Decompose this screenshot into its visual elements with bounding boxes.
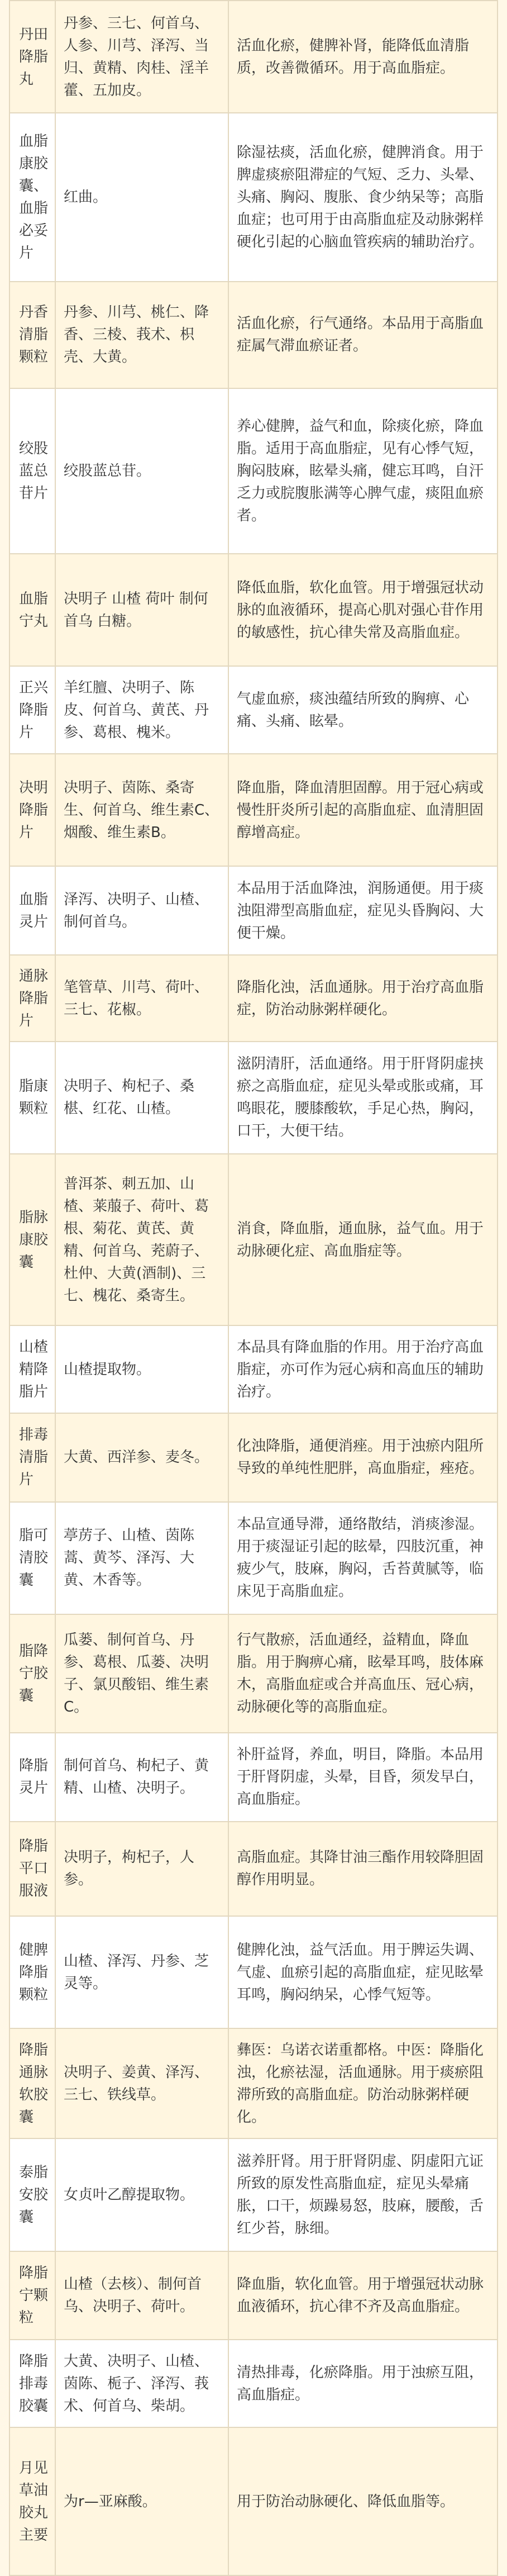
medicine-name-cell: 正兴降脂片 xyxy=(9,666,55,754)
table-row xyxy=(9,282,498,388)
medicine-name-cell: 血脂灵片 xyxy=(9,866,55,955)
table-row xyxy=(9,1325,498,1413)
ingredients-cell: 丹参、川芎、桃仁、降香、三棱、莪术、枳壳、大黄。 xyxy=(55,282,228,388)
ingredients-cell: 红曲。 xyxy=(55,113,228,282)
medicine-name-cell: 脂脉康胶囊 xyxy=(9,1154,55,1325)
function-cell: 降血脂，软化血管。用于增强冠状动脉血液循环，抗心律不齐及高血脂症。 xyxy=(228,2251,498,2340)
table-row xyxy=(9,1614,498,1733)
ingredients-cell: 泽泻、决明子、山楂、制何首乌。 xyxy=(55,866,228,955)
table-row xyxy=(9,955,498,1042)
medicine-name-cell: 通脉降脂片 xyxy=(9,955,55,1042)
table-row xyxy=(9,2251,498,2340)
table-row xyxy=(9,1916,498,2028)
ingredients-cell: 制何首乌、枸杞子、黄精、山楂、决明子。 xyxy=(55,1733,228,1822)
ingredients-cell: 山楂、泽泻、丹参、芝灵等。 xyxy=(55,1916,228,2028)
medicine-name-cell: 脂可清胶囊 xyxy=(9,1502,55,1614)
medicine-name-cell: 山楂精降脂片 xyxy=(9,1325,55,1413)
ingredients-cell: 羊红膻、决明子、陈皮、何首乌、黄芪、丹参、葛根、槐米。 xyxy=(55,666,228,754)
medicine-name-cell: 降脂灵片 xyxy=(9,1733,55,1822)
function-cell: 气虚血瘀，痰浊蕴结所致的胸痹、心痛、头痛、眩晕。 xyxy=(228,666,498,754)
ingredients-cell: 决明子 山楂 荷叶 制何首乌 白糖。 xyxy=(55,554,228,666)
function-cell: 清热排毒，化瘀降脂。用于浊瘀互阻，高血脂症。 xyxy=(228,2340,498,2427)
ingredients-cell: 绞股蓝总苷。 xyxy=(55,388,228,554)
medicine-name-cell: 月见草油胶丸主要 xyxy=(9,2427,55,2575)
ingredients-cell: 葶苈子、山楂、茵陈蒿、黄芩、泽泻、大黄、木香等。 xyxy=(55,1502,228,1614)
medicine-name-cell: 血脂宁丸 xyxy=(9,554,55,666)
medicine-name-cell: 降脂通脉软胶囊 xyxy=(9,2028,55,2138)
table-row xyxy=(9,2028,498,2138)
function-cell: 高脂血症。其降甘油三酯作用较降胆固醇作用明显。 xyxy=(228,1822,498,1916)
function-cell: 化浊降脂，通便消痤。用于浊瘀内阻所导致的单纯性肥胖，高血脂症，痤疮。 xyxy=(228,1413,498,1502)
table-row xyxy=(9,866,498,955)
ingredients-cell: 决明子，枸杞子，人参。 xyxy=(55,1822,228,1916)
table-row xyxy=(9,1,498,113)
table-row xyxy=(9,1733,498,1822)
function-cell: 本品具有降血脂的作用。用于治疗高血脂症，亦可作为冠心病和高血压的辅助治疗。 xyxy=(228,1325,498,1413)
function-cell: 降血脂，降血清胆固醇。用于冠心病或慢性肝炎所引起的高脂血症、血清胆固醇增高症。 xyxy=(228,754,498,866)
medicine-name-cell: 丹田降脂丸 xyxy=(9,1,55,113)
table-row xyxy=(9,1502,498,1614)
table-row xyxy=(9,1154,498,1325)
table-row xyxy=(9,113,498,282)
medicine-name-cell: 降脂平口服液 xyxy=(9,1822,55,1916)
function-cell: 本品宣通导滞，通络散结，消痰渗湿。用于痰湿证引起的眩晕，四肢沉重，神疲少气，肢麻，胸闷，舌苔黄腻等，临床见于高脂血症。 xyxy=(228,1502,498,1614)
medicine-name-cell: 脂康颗粒 xyxy=(9,1042,55,1154)
function-cell: 活血化瘀，健脾补肾，能降低血清脂质，改善微循环。用于高血脂症。 xyxy=(228,1,498,113)
table-row xyxy=(9,1042,498,1154)
medicine-name-cell: 脂降宁胶囊 xyxy=(9,1614,55,1733)
table-row xyxy=(9,1822,498,1916)
function-cell: 本品用于活血降浊，润肠通便。用于痰浊阻滞型高脂血症，症见头昏胸闷、大便干燥。 xyxy=(228,866,498,955)
medicine-name-cell: 丹香清脂颗粒 xyxy=(9,282,55,388)
function-cell: 消食，降血脂，通血脉，益气血。用于动脉硬化症、高血脂症等。 xyxy=(228,1154,498,1325)
table-row xyxy=(9,754,498,866)
function-cell: 补肝益肾，养血，明目，降脂。本品用于肝肾阴虚，头晕，目昏，须发早白，高血脂症。 xyxy=(228,1733,498,1822)
function-cell: 除湿祛痰，活血化瘀，健脾消食。用于脾虚痰瘀阻滞症的气短、乏力、头晕、头痛、胸闷、腹胀、食少纳呆等；高脂血症；也可用于由高脂血症及动脉粥样硬化引起的心脑血管疾病的辅助治疗。 xyxy=(228,113,498,282)
function-cell: 活血化瘀，行气通络。本品用于高脂血症属气滞血瘀证者。 xyxy=(228,282,498,388)
medicine-name-cell: 降脂排毒胶囊 xyxy=(9,2340,55,2427)
ingredients-cell: 决明子、姜黄、泽泻、三七、铁线草。 xyxy=(55,2028,228,2138)
function-cell: 降脂化浊，活血通脉。用于治疗高血脂症，防治动脉粥样硬化。 xyxy=(228,955,498,1042)
ingredients-cell: 丹参、三七、何首乌、人参、川芎、泽泻、当归、黄精、肉桂、淫羊藿、五加皮。 xyxy=(55,1,228,113)
medicine-name-cell: 决明降脂片 xyxy=(9,754,55,866)
table-row xyxy=(9,666,498,754)
ingredients-cell: 山楂提取物。 xyxy=(55,1325,228,1413)
medicine-name-cell: 泰脂安胶囊 xyxy=(9,2138,55,2251)
ingredients-cell: 大黄、西洋参、麦冬。 xyxy=(55,1413,228,1502)
function-cell: 彝医：乌诺衣诺重都格。中医：降脂化浊，化瘀祛湿，活血通脉。用于痰瘀阻滞所致的高脂血症。防治动脉粥样硬化。 xyxy=(228,2028,498,2138)
ingredients-cell: 决明子、茵陈、桑寄生、何首乌、维生素C、烟酸、维生素B。 xyxy=(55,754,228,866)
ingredients-cell: 女贞叶乙醇提取物。 xyxy=(55,2138,228,2251)
function-cell: 滋养肝肾。用于肝肾阴虚、阴虚阳亢证所致的原发性高脂血症，症见头晕痛胀，口干，烦躁易怒，肢麻，腰酸，舌红少苔，脉细。 xyxy=(228,2138,498,2251)
table-row xyxy=(9,1413,498,1502)
ingredients-cell: 笔管草、川芎、荷叶、三七、花椒。 xyxy=(55,955,228,1042)
function-cell: 养心健脾，益气和血，除痰化瘀，降血脂。适用于高血脂症，见有心悸气短，胸闷肢麻，眩晕头痛，健忘耳鸣，自汗乏力或脘腹胀满等心脾气虚，痰阻血瘀者。 xyxy=(228,388,498,554)
table-body xyxy=(9,1,498,2575)
lipid-medicine-table xyxy=(9,0,498,2576)
table-row xyxy=(9,554,498,666)
ingredients-cell: 山楂（去核）、制何首乌、决明子、荷叶。 xyxy=(55,2251,228,2340)
function-cell: 用于防治动脉硬化、降低血脂等。 xyxy=(228,2427,498,2575)
ingredients-cell: 普洱茶、刺五加、山楂、莱菔子、荷叶、葛根、菊花、黄芪、黄精、何首乌、茺蔚子、杜仲、大黄(酒制)、三七、槐花、桑寄生。 xyxy=(55,1154,228,1325)
table-row xyxy=(9,2138,498,2251)
function-cell: 滋阴清肝，活血通络。用于肝肾阴虚挟瘀之高脂血症，症见头晕或胀或痛，耳鸣眼花，腰膝酸软，手足心热，胸闷，口干，大便干结。 xyxy=(228,1042,498,1154)
function-cell: 降低血脂，软化血管。用于增强冠状动脉的血液循环，提高心肌对强心苷作用的敏感性，抗心律失常及高脂血症。 xyxy=(228,554,498,666)
ingredients-cell: 瓜蒌、制何首乌、丹参、葛根、瓜蒌、决明子、氯贝酸铝、维生素C。 xyxy=(55,1614,228,1733)
ingredients-cell: 大黄、决明子、山楂、茵陈、栀子、泽泻、莪术、何首乌、柴胡。 xyxy=(55,2340,228,2427)
table-row xyxy=(9,388,498,554)
table-row xyxy=(9,2340,498,2427)
medicine-name-cell: 降脂宁颗粒 xyxy=(9,2251,55,2340)
function-cell: 行气散瘀，活血通经，益精血，降血脂。用于胸痹心痛，眩晕耳鸣，肢体麻木，高脂血症或合并高血压、冠心病，动脉硬化等的高脂血症。 xyxy=(228,1614,498,1733)
medicine-name-cell: 排毒清脂片 xyxy=(9,1413,55,1502)
medicine-name-cell: 健脾降脂颗粒 xyxy=(9,1916,55,2028)
ingredients-cell: 为r—亚麻酸。 xyxy=(55,2427,228,2575)
medicine-name-cell: 绞股蓝总苷片 xyxy=(9,388,55,554)
table-row xyxy=(9,2427,498,2575)
function-cell: 健脾化浊，益气活血。用于脾运失调、气虚、血瘀引起的高脂血症，症见眩晕耳鸣，胸闷纳呆，心悸气短等。 xyxy=(228,1916,498,2028)
medicine-name-cell: 血脂康胶囊、血脂必妥片 xyxy=(9,113,55,282)
ingredients-cell: 决明子、枸杞子、桑椹、红花、山楂。 xyxy=(55,1042,228,1154)
